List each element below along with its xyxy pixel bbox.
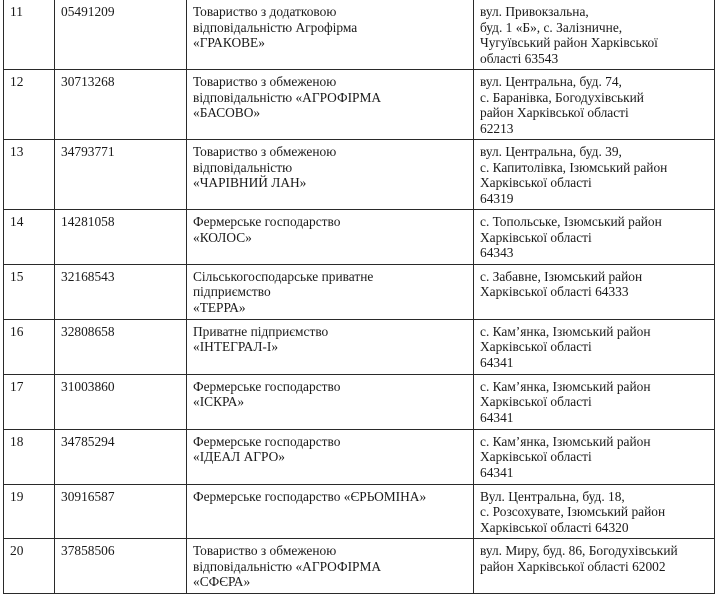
address-line: с. Капитолівка, Ізюмський район (480, 159, 668, 175)
address-line: Харківської області (480, 394, 592, 409)
row-number-cell: 13 (4, 140, 55, 210)
address-line: с. Баранівка, Богодухівський (480, 89, 644, 105)
address-line: вул. Миру, буд. 86, Богодухівський (480, 543, 678, 558)
address-line: с. Забавне, Ізюмський район (480, 268, 643, 284)
registration-code-cell: 34785294 (55, 429, 187, 484)
company-name-line: Товариство з обмеженою (193, 74, 337, 89)
company-name-line: Товариство з обмеженою (193, 543, 337, 558)
table-row (4, 374, 715, 429)
address-line: області 63543 (480, 50, 559, 66)
address-line: 62213 (480, 120, 514, 136)
table-row (4, 429, 715, 484)
address-line: Харківської області 64333 (480, 284, 629, 299)
company-name-line: Сільськогосподарське приватне (193, 268, 374, 284)
company-name-cell (187, 70, 474, 140)
row-number-cell: 18 (4, 429, 55, 484)
address-line: Харківської області (480, 339, 592, 354)
address-line: с. Кам’янка, Ізюмський район (480, 323, 651, 339)
company-name-line: «ІНТЕГРАЛ-І» (193, 339, 279, 354)
address-line: вул. Центральна, буд. 39, (480, 144, 622, 159)
address-line: вул. Центральна, буд. 74, (480, 74, 622, 89)
company-name-line: підприємство (193, 284, 271, 299)
company-name-cell (187, 140, 474, 210)
row-number-cell: 17 (4, 374, 55, 429)
company-name-line: «ІСКРА» (193, 394, 245, 409)
registration-code-cell: 31003860 (55, 374, 187, 429)
table-row (4, 70, 715, 140)
address-line: 64343 (480, 245, 514, 260)
address-cell (474, 210, 715, 265)
registration-code-cell: 30713268 (55, 70, 187, 140)
company-name-line: Товариство з додатковою (193, 4, 337, 19)
address-line: с. Кам’янка, Ізюмський район (480, 378, 651, 394)
address-cell (474, 264, 715, 319)
company-name-line: Фермерське господарство «ЄРЬОМІНА» (193, 488, 427, 504)
row-number-cell: 12 (4, 70, 55, 140)
row-number-cell: 11 (4, 0, 55, 70)
registration-code-cell: 05491209 (55, 0, 187, 70)
registry-table (3, 0, 715, 594)
company-name-line: «ТЕРРА» (193, 299, 246, 315)
company-name-line: «ГРАКОВЕ» (193, 35, 265, 50)
address-line: район Харківської області 62002 (480, 558, 666, 574)
row-number-cell: 19 (4, 484, 55, 539)
address-cell (474, 484, 715, 539)
company-name-line: «ІДЕАЛ АГРО» (193, 449, 285, 464)
company-name-line: «ЧАРІВНИЙ ЛАН» (193, 175, 307, 190)
company-name-line: відповідальністю «АГРОФІРМА (193, 558, 382, 574)
address-line: Харківської області (480, 449, 592, 464)
address-line: 64341 (480, 464, 514, 480)
table-row (4, 319, 715, 374)
table-row (4, 264, 715, 319)
address-line: буд. 1 «Б», с. Залізничне, (480, 19, 623, 35)
registration-code-cell: 30916587 (55, 484, 187, 539)
address-line: район Харківської області (480, 105, 629, 120)
company-name-line: відповідальністю (193, 159, 293, 175)
table-row (4, 140, 715, 210)
company-name-cell (187, 429, 474, 484)
registration-code-cell: 34793771 (55, 140, 187, 210)
address-cell (474, 319, 715, 374)
table-row (4, 539, 715, 594)
company-name-cell (187, 374, 474, 429)
company-name-cell (187, 319, 474, 374)
company-name-line: Фермерське господарство (193, 433, 341, 449)
address-cell (474, 374, 715, 429)
company-name-cell (187, 0, 474, 70)
address-line: Харківської області 64320 (480, 519, 629, 535)
address-line: 64341 (480, 409, 514, 425)
table-row (4, 210, 715, 265)
company-name-line: «КОЛОС» (193, 229, 252, 245)
address-line: Харківської області (480, 229, 592, 245)
registration-code-cell: 37858506 (55, 539, 187, 594)
company-name-line: Фермерське господарство (193, 214, 341, 229)
company-name-cell (187, 539, 474, 594)
registration-code-cell: 32168543 (55, 264, 187, 319)
row-number-cell: 15 (4, 264, 55, 319)
address-line: с. Кам’янка, Ізюмський район (480, 433, 651, 449)
registration-code-cell: 14281058 (55, 210, 187, 265)
address-cell (474, 0, 715, 70)
row-number-cell: 20 (4, 539, 55, 594)
address-line: 64319 (480, 190, 514, 206)
address-line: с. Топольське, Ізюмський район (480, 214, 662, 229)
table-row (4, 484, 715, 539)
registry-table-body (4, 0, 715, 593)
address-line: 64341 (480, 354, 514, 370)
address-line: Чугуївський район Харківської (480, 35, 658, 50)
company-name-line: відповідальністю «АГРОФІРМА (193, 89, 382, 105)
address-line: с. Розсохувате, Ізюмський район (480, 504, 666, 519)
address-line: вул. Привокзальна, (480, 4, 589, 19)
address-cell (474, 539, 715, 594)
table-row (4, 0, 715, 70)
address-line: Вул. Центральна, буд. 18, (480, 488, 625, 504)
row-number-cell: 16 (4, 319, 55, 374)
company-name-cell (187, 264, 474, 319)
company-name-line: Фермерське господарство (193, 378, 341, 394)
address-line: Харківської області (480, 175, 592, 190)
registration-code-cell: 32808658 (55, 319, 187, 374)
address-cell (474, 429, 715, 484)
company-name-line: «БАСОВО» (193, 105, 261, 120)
row-number-cell: 14 (4, 210, 55, 265)
address-cell (474, 70, 715, 140)
company-name-line: «СФЄРА» (193, 574, 251, 589)
company-name-line: Товариство з обмеженою (193, 144, 337, 159)
company-name-line: Приватне підприємство (193, 323, 329, 339)
company-name-cell (187, 484, 474, 539)
address-cell (474, 140, 715, 210)
company-name-line: відповідальністю Агрофірма (193, 19, 358, 35)
company-name-cell (187, 210, 474, 265)
